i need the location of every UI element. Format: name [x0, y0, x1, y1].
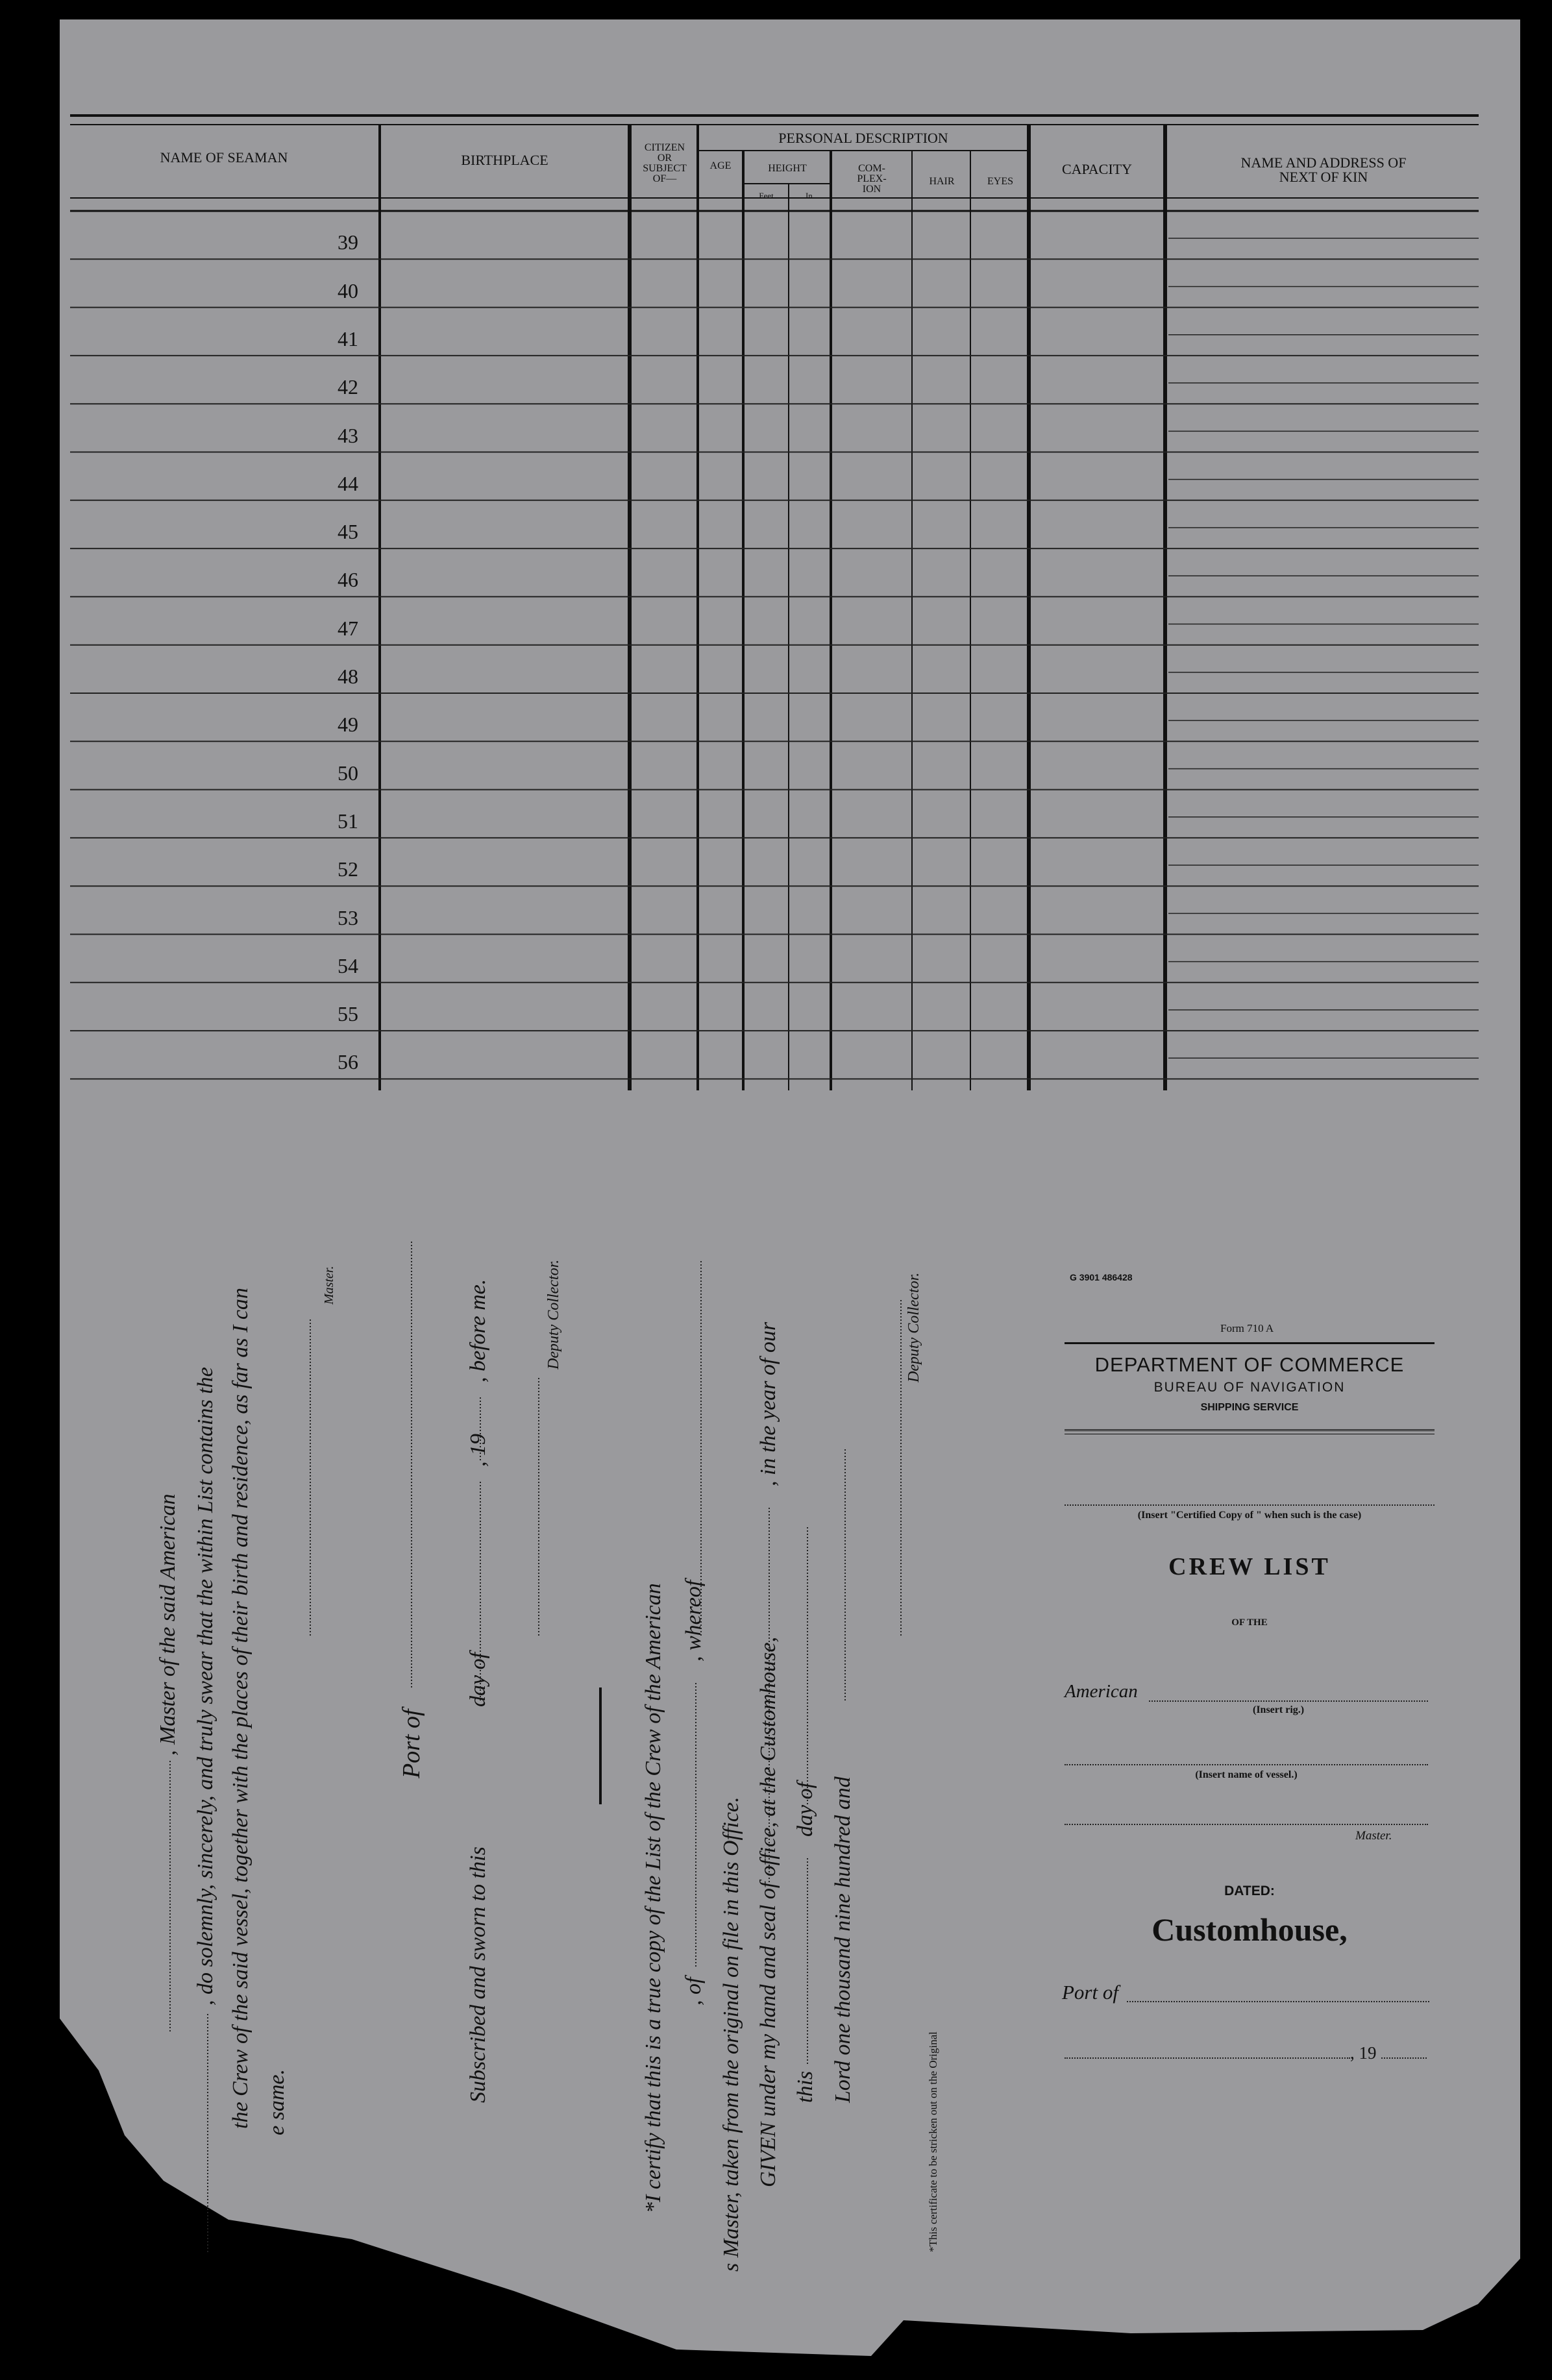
certificate-line-5a: this — [793, 2070, 817, 2103]
certificate-line-2a: , of — [682, 1977, 706, 2006]
row-number: 48 — [338, 665, 358, 688]
insert-certified-note: (Insert "Certified Copy of " when such is the case) — [1137, 1510, 1362, 1521]
year-line — [1381, 2057, 1427, 2059]
oath-line-3: the Crew of the said vessel, together with the places of their birth and residence, as far as I can — [228, 1288, 253, 2129]
rig-line — [1149, 1700, 1428, 1702]
oath-deputy-collector: Deputy Collector. — [545, 1259, 562, 1369]
row-number: 55 — [338, 1002, 358, 1026]
dated-label: DATED: — [1224, 1883, 1275, 1898]
row-number: 54 — [338, 953, 358, 977]
oath-master-label: Master. — [322, 1266, 336, 1305]
certificate-footnote: *This certificate to be stricken out on the Original — [927, 2031, 939, 2252]
bureau-title: BUREAU OF NAVIGATION — [1153, 1380, 1346, 1395]
row-number: 43 — [338, 423, 358, 447]
cover-year: , 19 — [1350, 2043, 1377, 2063]
oath-year: , 19 — [466, 1434, 490, 1467]
insert-name-note: (Insert name of vessel.) — [1195, 1769, 1298, 1780]
row-number: 39 — [338, 230, 358, 254]
header-next-of-kin: NAME AND ADDRESS OF NEXT OF KIN — [1240, 154, 1407, 185]
department-title: DEPARTMENT OF COMMERCE — [1094, 1353, 1405, 1376]
row-number: 42 — [338, 375, 358, 399]
oath-line-1: , Master of the said American — [156, 1493, 180, 1756]
certificate-line-6: Lord one thousand nine hundred and — [831, 1776, 855, 2103]
certificate-line-5b: day of — [793, 1782, 817, 1837]
row-number: 46 — [338, 568, 358, 592]
certificate-line-4a: GIVEN under my hand and seal of office, at the Customhouse, — [756, 1636, 780, 2187]
crew-list-title: CREW LIST — [1168, 1553, 1331, 1580]
header-inches: In. — [805, 191, 815, 201]
oath-line-4: e same. — [265, 2069, 289, 2135]
header-height: HEIGHT — [768, 163, 807, 174]
print-code: G 3901 486428 — [1070, 1272, 1133, 1282]
customhouse-label: Customhouse, — [1152, 1911, 1348, 1948]
service-title: SHIPPING SERVICE — [1200, 1402, 1299, 1413]
insert-rig-note: (Insert rig.) — [1253, 1704, 1305, 1715]
certificate-line-1: *I certify that this is a true copy of the List of the Crew of the American — [641, 1583, 665, 2213]
american-label: American — [1065, 1681, 1138, 1702]
header-name-of-seaman: NAME OF SEAMAN — [160, 149, 288, 166]
header-citizen: CITIZEN OR SUBJECT OF— — [643, 142, 687, 184]
header-eyes: EYES — [987, 176, 1013, 187]
row-number: 56 — [338, 1050, 358, 1074]
vessel-name-line — [1065, 1764, 1428, 1765]
cover-master-label: Master. — [1355, 1829, 1392, 1843]
row-number: 53 — [338, 905, 358, 929]
certificate-deputy-collector: Deputy Collector. — [905, 1272, 922, 1382]
oath-line-2: , do solemnly, sincerely, and truly swear that the within List contains the — [193, 1367, 217, 2006]
row-number: 49 — [338, 713, 358, 737]
oath-before-me: , before me. — [466, 1279, 490, 1382]
cover-mid-rule — [1065, 1429, 1435, 1434]
certificate-line-2b: , whereof — [682, 1580, 706, 1662]
header-personal-description: PERSONAL DESCRIPTION — [778, 130, 948, 146]
oath-day-of: day of — [466, 1652, 490, 1707]
cover-port-of: Port of — [1062, 1981, 1118, 2004]
master-line — [1065, 1824, 1428, 1825]
header-hair: HAIR — [929, 176, 955, 187]
cover-top-rule — [1065, 1342, 1435, 1344]
row-number: 40 — [338, 278, 358, 302]
row-number: 41 — [338, 326, 358, 350]
oath-subscribed: Subscribed and sworn to this — [466, 1846, 490, 2103]
row-number: 44 — [338, 471, 358, 495]
header-capacity: CAPACITY — [1062, 161, 1132, 177]
oath-port-of: Port of — [398, 1709, 425, 1778]
port-line — [1127, 2001, 1429, 2002]
header-feet: Feet — [759, 191, 774, 201]
row-number: 52 — [338, 857, 358, 881]
header-complexion: COM- PLEX- ION — [857, 163, 887, 195]
of-the-label: OF THE — [1231, 1617, 1268, 1628]
row-number: 47 — [338, 616, 358, 640]
certificate-line-3: s Master, taken from the original on file in this Office. — [719, 1797, 743, 2272]
certificate-line-4b: , in the year of our — [756, 1321, 780, 1486]
certified-copy-line — [1065, 1504, 1435, 1506]
header-age: AGE — [709, 160, 732, 171]
row-number: 45 — [338, 520, 358, 544]
form-number: Form 710 A — [1220, 1322, 1274, 1334]
row-number: 50 — [338, 761, 358, 785]
date-line — [1065, 2057, 1350, 2059]
row-number: 51 — [338, 809, 358, 833]
header-birthplace: BIRTHPLACE — [461, 152, 548, 168]
